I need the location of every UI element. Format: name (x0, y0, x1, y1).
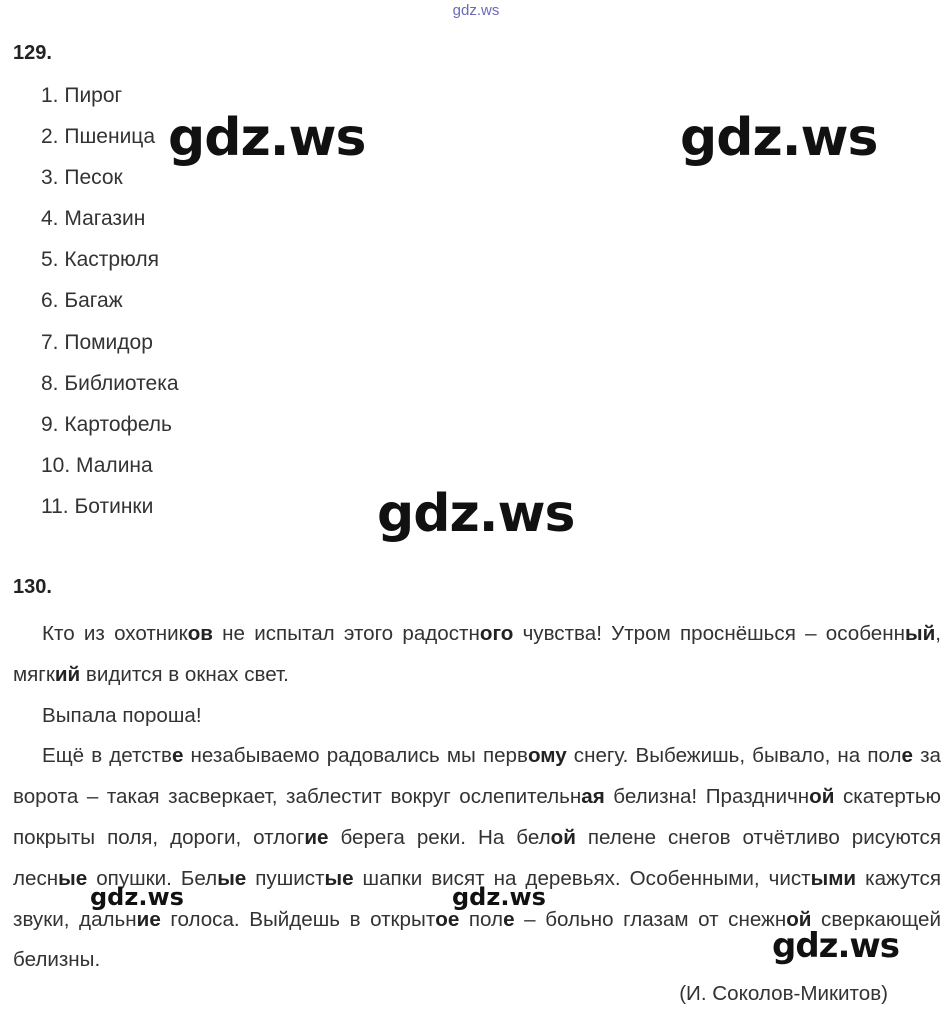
watermark-logo: gdz.ws (377, 484, 575, 544)
list-item: 5. Кастрюля (41, 248, 159, 272)
exercise-129-list (41, 82, 179, 534)
site-watermark-top: gdz.ws (452, 2, 500, 19)
watermark-logo: gdz.ws (90, 883, 184, 911)
list-item: 3. Песок (41, 166, 123, 190)
watermark-logo: gdz.ws (772, 926, 900, 966)
list-item: 2. Пшеница (41, 125, 156, 149)
list-item: 10. Малина (41, 453, 153, 477)
exercise-129-number: 129. (13, 42, 52, 64)
list-item: 8. Библиотека (41, 371, 179, 395)
list-item: 6. Багаж (41, 289, 123, 313)
list-item: 9. Картофель (41, 412, 172, 436)
paragraph: Ещё в детстве незабываемо радовались мы первому снегу. Выбежишь, бывало, на поле за ворота – такая засверкает, заблестит вокруг ослепительная белизна! Праздничной скатертью покрыты поля, дороги, отлогие берега реки. На белой пелене снегов отчётливо рисуются лесные опушки. Белые пушистые шапки висят на деревьях. Особенными, чистыми кажутся звуки, дальние голоса. Выйдешь в открытое поле – больно глазам от снежной сверкающей белизны. (13, 744, 942, 972)
author-attribution: (И. Соколов-Микитов) (679, 982, 888, 1005)
list-item: 11. Ботинки (41, 494, 154, 518)
paragraph: Выпала пороша! (42, 703, 202, 727)
watermark-logo: gdz.ws (168, 108, 366, 168)
watermark-logo: gdz.ws (452, 883, 546, 911)
exercise-130-number: 130. (13, 576, 52, 598)
list-item: 1. Пирог (41, 84, 123, 107)
list-item: 7. Помидор (41, 330, 153, 354)
watermark-logo: gdz.ws (680, 108, 878, 168)
paragraph: Кто из охотников не испытал этого радостного чувства! Утром проснёшься – особенный, мягкий видится в окнах свет. (13, 622, 941, 686)
list-item: 4. Магазин (41, 207, 146, 231)
